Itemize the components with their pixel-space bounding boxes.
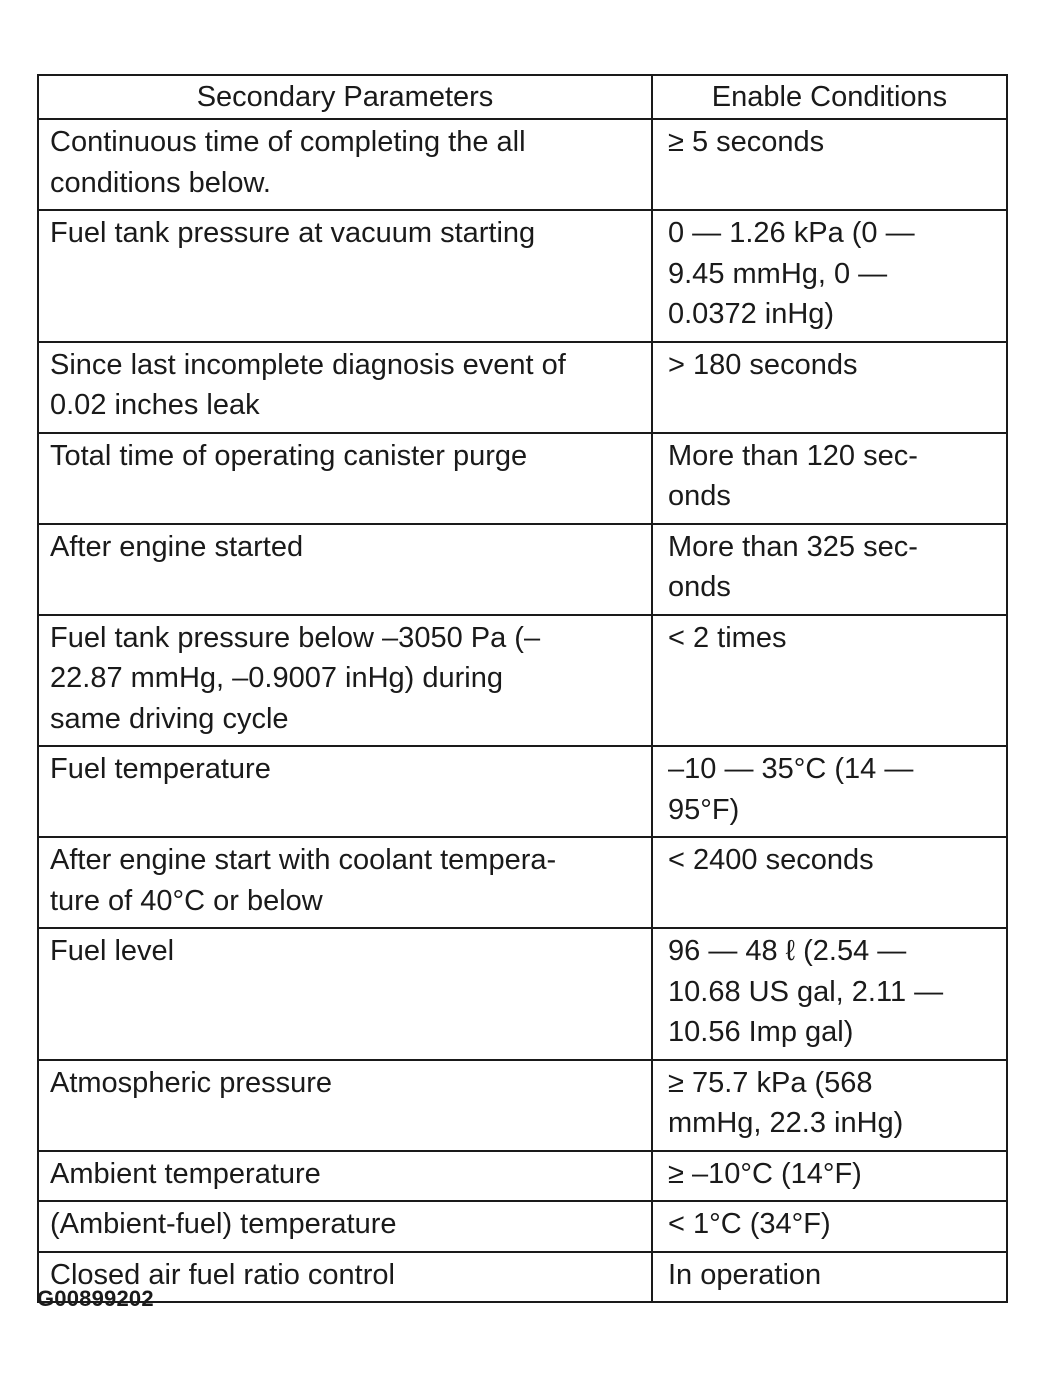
condition-cell [652, 524, 1007, 615]
parameter-text [39, 616, 651, 746]
parameter-line: Continuous time of completing the all [50, 126, 526, 158]
parameter-line: same driving cycle [50, 702, 289, 735]
table-row [38, 524, 1007, 615]
condition-line: 10.56 Imp gal) [668, 1016, 854, 1048]
condition-line: 96 — 48 ℓ (2.54 — [668, 935, 907, 967]
parameter-text [39, 1202, 651, 1251]
table-row [38, 433, 1007, 524]
header-row [38, 75, 1007, 119]
condition-text [653, 929, 1006, 1059]
condition-text [653, 616, 1006, 665]
condition-line: 10.68 US gal, 2.11 — [668, 975, 944, 1008]
condition-cell [652, 1060, 1007, 1151]
condition-line: ≥ –10°C (14°F) [668, 1157, 862, 1190]
table-row-group [38, 210, 1007, 928]
condition-line: 0 — 1.26 kPa (0 — [668, 217, 915, 249]
parameter-text [39, 838, 651, 927]
figure-code: G00899202 [37, 1286, 154, 1311]
parameter-cell [38, 524, 652, 615]
parameter-text [39, 211, 651, 260]
table-row [38, 210, 1007, 342]
condition-line: < 2 times [668, 621, 787, 654]
condition-line: –10 — 35°C (14 — [668, 753, 914, 785]
parameter-text [39, 120, 651, 209]
condition-text [653, 525, 1006, 614]
parameter-line: Total time of operating canister purge [50, 439, 528, 472]
condition-line: onds [668, 480, 731, 512]
condition-line: 95°F) [668, 793, 740, 826]
parameter-line: Ambient temperature [50, 1157, 321, 1190]
parameter-cell [38, 615, 652, 747]
condition-text [653, 434, 1006, 523]
condition-line: 0.0372 inHg) [668, 298, 835, 330]
parameter-text [39, 1061, 651, 1110]
table-row [38, 1252, 1007, 1303]
table-row [38, 746, 1007, 837]
condition-cell [652, 746, 1007, 837]
parameter-line: Fuel tank pressure at vacuum starting [50, 217, 536, 249]
parameter-text [39, 525, 651, 574]
condition-line: More than 120 sec- [668, 439, 918, 472]
parameter-cell [38, 1151, 652, 1202]
condition-cell [652, 837, 1007, 928]
condition-cell [652, 210, 1007, 342]
parameter-text [39, 1152, 651, 1201]
parameter-text [39, 747, 651, 796]
condition-text [653, 838, 1006, 887]
condition-text [653, 120, 1006, 169]
parameter-cell [38, 433, 652, 524]
condition-text [653, 211, 1006, 341]
header-enable-conditions: Enable Conditions [652, 75, 1007, 119]
condition-cell [652, 342, 1007, 433]
table-row [38, 1060, 1007, 1151]
condition-line: < 1°C (34°F) [668, 1208, 831, 1240]
table-row-group [38, 119, 1007, 210]
condition-text [653, 747, 1006, 836]
header-secondary-parameters: Secondary Parameters [38, 75, 652, 119]
condition-line: onds [668, 571, 731, 603]
parameter-line: 0.02 inches leak [50, 389, 260, 421]
parameter-line: Atmospheric pressure [50, 1066, 333, 1099]
condition-text [653, 1202, 1006, 1251]
condition-cell [652, 928, 1007, 1060]
enable-conditions-table [37, 74, 1008, 1303]
condition-cell [652, 433, 1007, 524]
parameter-cell [38, 210, 652, 342]
parameter-line: Fuel temperature [50, 753, 271, 785]
enable-conditions-table-wrapper [37, 74, 1006, 1303]
condition-line: 9.45 mmHg, 0 — [668, 257, 888, 290]
parameter-cell [38, 928, 652, 1060]
table-row-group [38, 928, 1007, 1252]
parameter-cell [38, 1201, 652, 1252]
condition-line: mmHg, 22.3 inHg) [668, 1107, 904, 1139]
parameter-line: Fuel level [50, 935, 175, 967]
condition-cell [652, 1201, 1007, 1252]
parameter-line: After engine start with coolant tempera- [50, 844, 557, 876]
parameter-line: ture of 40°C or below [50, 884, 323, 917]
parameter-line: Since last incomplete diagnosis event of [50, 348, 566, 381]
parameter-cell [38, 119, 652, 210]
parameter-line: (Ambient-fuel) temperature [50, 1208, 397, 1240]
condition-cell [652, 1252, 1007, 1303]
parameter-line: 22.87 mmHg, –0.9007 inHg) during [50, 662, 503, 694]
parameter-cell [38, 746, 652, 837]
condition-line: > 180 seconds [668, 348, 858, 381]
condition-cell [652, 615, 1007, 747]
parameter-line: After engine started [50, 530, 304, 563]
table-row [38, 119, 1007, 210]
parameter-line: Closed air fuel ratio control [50, 1258, 395, 1291]
condition-cell [652, 1151, 1007, 1202]
table-row [38, 615, 1007, 747]
condition-text [653, 1152, 1006, 1201]
condition-text [653, 343, 1006, 392]
condition-line: In operation [668, 1258, 822, 1291]
parameter-text [39, 434, 651, 483]
condition-line: ≥ 5 seconds [668, 126, 825, 158]
parameter-cell [38, 1060, 652, 1151]
condition-text [653, 1061, 1006, 1150]
condition-line: < 2400 seconds [668, 844, 874, 876]
table-row [38, 928, 1007, 1060]
parameter-cell [38, 342, 652, 433]
table-row [38, 342, 1007, 433]
table-row [38, 837, 1007, 928]
parameter-cell [38, 837, 652, 928]
condition-line: More than 325 sec- [668, 530, 918, 563]
condition-line: ≥ 75.7 kPa (568 [668, 1066, 873, 1099]
condition-cell [652, 119, 1007, 210]
table-row [38, 1151, 1007, 1202]
parameter-text [39, 929, 651, 978]
table-row [38, 1201, 1007, 1252]
parameter-text [39, 343, 651, 432]
parameter-line: conditions below. [50, 166, 271, 199]
condition-text [653, 1253, 1006, 1302]
parameter-line: Fuel tank pressure below –3050 Pa (– [50, 621, 541, 654]
table-row-group [38, 1252, 1007, 1303]
